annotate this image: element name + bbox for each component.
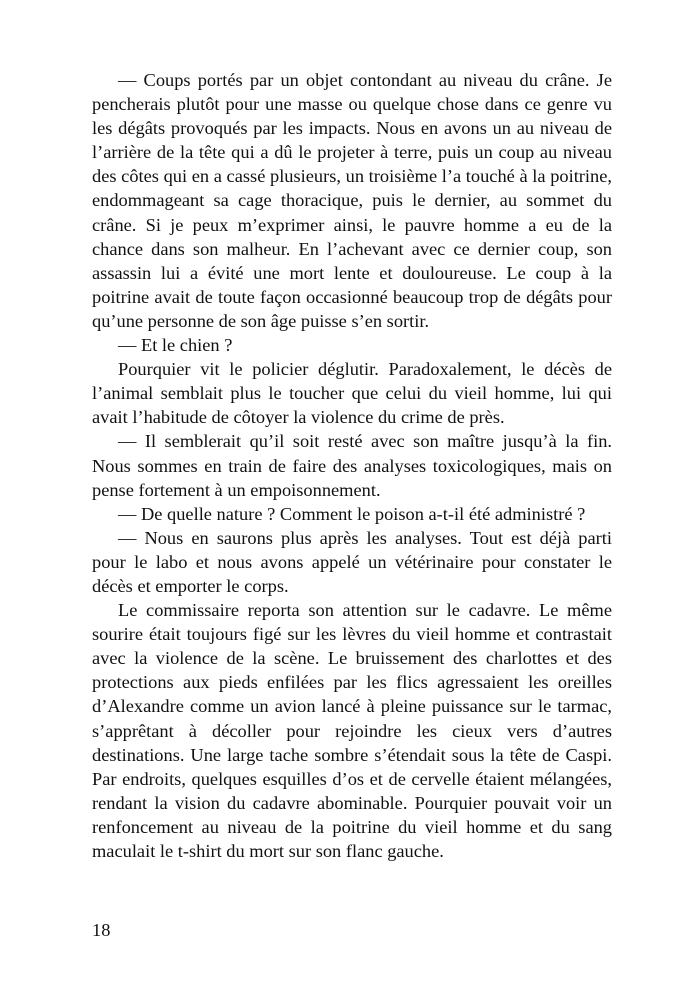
paragraph-dog-answer: — Il semblerait qu’il soit resté avec son maître jusqu’à la fin. Nous sommes en train de faire des analyses toxicologiques, mais on pense fortement à un empoisonnement. xyxy=(92,431,612,500)
page-number: 18 xyxy=(92,920,111,940)
paragraph-analysis-answer: — Nous en saurons plus après les analyses. Tout est déjà parti pour le labo et nous avons appelé un vétérinaire pour constater le décès et emporter le corps. xyxy=(92,527,612,596)
paragraph-crime-scene: Le commissaire reporta son attention sur le cadavre. Le même sourire était toujours figé sur les lèvres du vieil homme et contrastait avec la violence de la scène. Le bruissement des charlottes et des protections aux pieds enfilées par les flics agressaient les oreilles d’Alexandre comme un avion lancé à pleine puissance sur le tarmac, s’apprêtant à décoller pour rejoindre les cieux vers d’autres destinations. Une large tache sombre s’étendait sous la tête de Caspi. Par endroits, quelques esquilles d’os et de cervelle étaient mélangées, rendant la vision du cadavre abominable. Pourquier pouvait voir un renfoncement au niveau de la poitrine du vieil homme et du sang maculait le t-shirt du mort sur son flanc gauche. xyxy=(92,600,612,861)
paragraph-pourquier-reaction: Pourquier vit le policier déglutir. Paradoxalement, le décès de l’animal semblait plus le toucher que celui du vieil homme, lui qui avait l’habitude de côtoyer la violence du crime de près. xyxy=(92,359,612,428)
paragraph-dog-question: — Et le chien ? xyxy=(118,335,233,356)
paragraph-poison-question: — De quelle nature ? Comment le poison a-t-il été administré ? xyxy=(118,503,586,524)
body-text xyxy=(92,68,612,863)
paragraph-autopsy-report: — Coups portés par un objet contondant au niveau du crâne. Je pencherais plutôt pour une masse ou quelque chose dans ce genre vu les dégâts provoqués par les impacts. Nous en avons un au niveau de l’arrière de la tête qui a dû le projeter à terre, puis un coup au niveau des côtes qui en a cassé plusieurs, un troisième l’a touché à la poitrine, endommageant sa cage thoracique, puis le dernier, au sommet du crâne. Si je peux m’exprimer ainsi, le pauvre homme a eu de la chance dans son malheur. En l’achevant avec ce dernier coup, son assassin lui a évité une mort lente et douloureuse. Le coup à la poitrine avait de toute façon occasionné beaucoup trop de dégâts pour qu’une personne de son âge puisse s’en sortir. xyxy=(92,70,612,331)
